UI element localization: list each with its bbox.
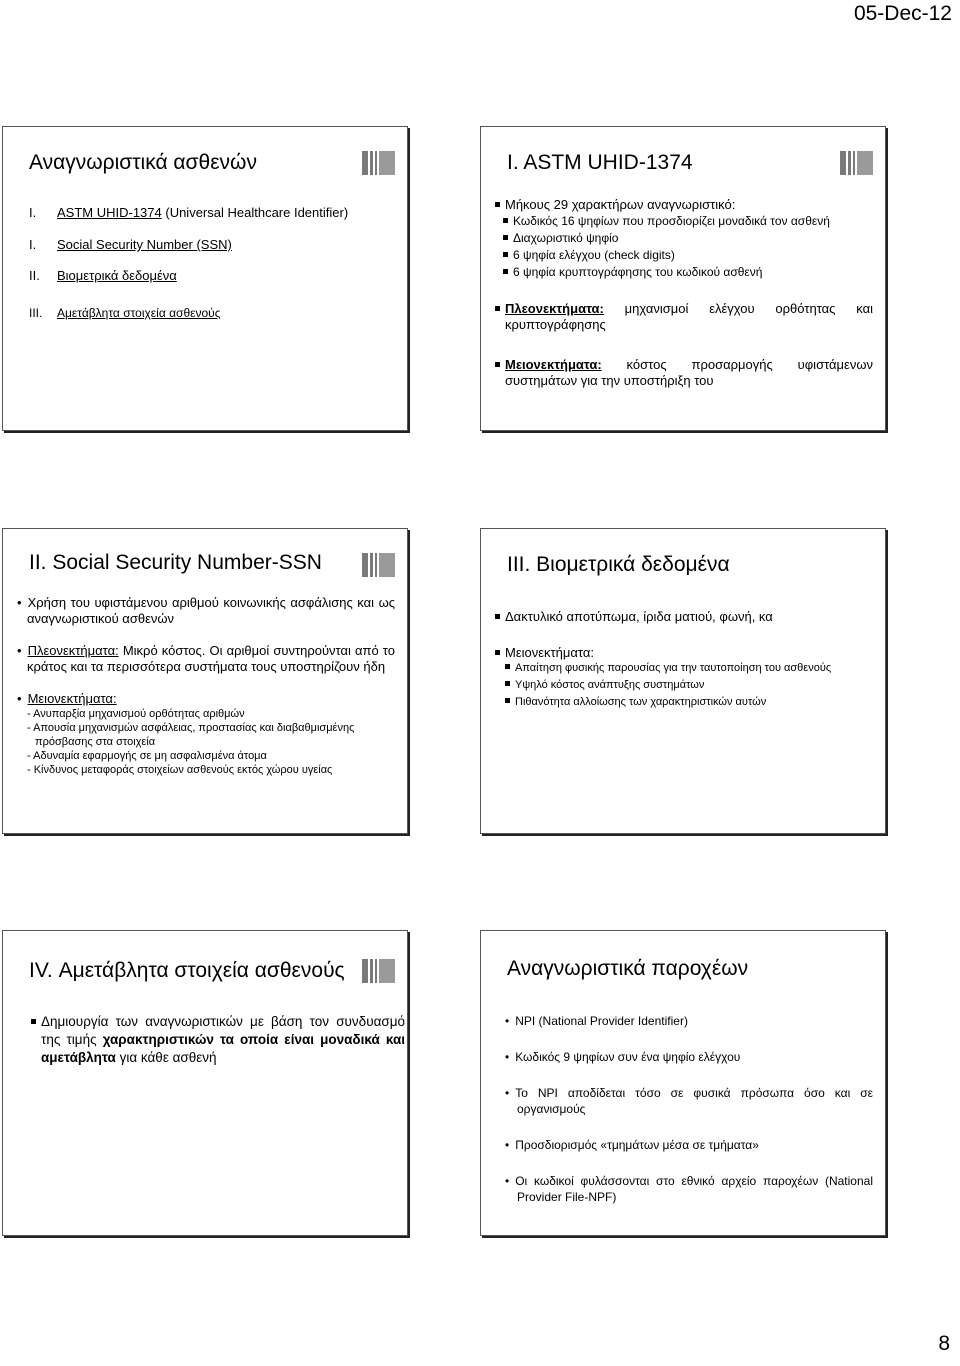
slide-title: II. Social Security Number-SSN	[29, 551, 322, 574]
outline-item: I. Social Security Number (SSN)	[29, 237, 232, 252]
list-item: 6 ψηφία ελέγχου (check digits)	[503, 247, 873, 264]
slide-immutable-data	[2, 930, 408, 1236]
list-item: - Απουσία μηχανισμών ασφάλειας, προστασίας και διαβαθμισμένης πρόσβασης στα στοιχεία	[27, 722, 355, 748]
intro-text: Δακτυλικό αποτύπωμα, ίριδα ματιού, φωνή, κα	[495, 609, 873, 625]
square-bullet-icon	[505, 664, 510, 669]
intro-text: Μήκους 29 χαρακτήρων αναγνωριστικό:	[495, 197, 873, 213]
square-bullet-icon	[495, 202, 500, 207]
list-item: Υψηλό κόστος ανάπτυξης συστημάτων	[505, 678, 873, 693]
slide-outline	[29, 205, 399, 300]
square-bullet-icon	[505, 681, 510, 686]
cons-label: Μειονεκτήματα:	[495, 645, 873, 661]
slide-title: IV. Αμετάβλητα στοιχεία ασθενούς	[29, 959, 345, 982]
slide-astm-uhid	[480, 126, 886, 431]
slide-decoration	[362, 151, 395, 175]
body-text: Δημιουργία των αναγνωριστικών με βάση τον συνδυασμό της τιμής χαρακτηριστικών τα οποία είναι μοναδικά και αμετάβλητα για κάθε ασθενή	[31, 1013, 405, 1067]
outline-item: I. ASTM UHID-1374 (Universal Healthcare Identifier)	[29, 205, 349, 220]
list-item: Διαχωριστικό ψηφίο	[503, 230, 873, 247]
list-item: • Οι κωδικοί φυλάσσονται στο εθνικό αρχείο παροχέων (National Provider File-NPF)	[505, 1173, 873, 1205]
list-item: - Ανυπαρξία μηχανισμού ορθότητας αριθμών	[27, 708, 245, 720]
list-item: 6 ψηφία κρυπτογράφησης του κωδικού ασθενή	[503, 264, 873, 281]
slide-title: I. ASTM UHID-1374	[507, 151, 693, 174]
square-bullet-icon	[503, 269, 508, 274]
square-bullet-icon	[503, 235, 508, 240]
square-bullet-icon	[495, 614, 500, 619]
slide-title: III. Βιομετρικά δεδομένα	[507, 553, 730, 576]
square-bullet-icon	[503, 218, 508, 223]
list-item: • Το NPI αποδίδεται τόσο σε φυσικά πρόσωπα όσο και σε οργανισμούς	[505, 1085, 873, 1117]
outline-item: II. Βιομετρικά δεδομένα	[29, 268, 177, 283]
outline-item: III. Αμετάβλητα στοιχεία ασθενούς	[29, 306, 221, 320]
square-bullet-icon	[505, 698, 510, 703]
list-item: Πιθανότητα αλλοίωσης των χαρακτηριστικών αυτών	[505, 695, 873, 710]
pros-text: Πλεονεκτήματα: μηχανισμοί ελέγχου ορθότητας και κρυπτογράφησης	[495, 301, 873, 333]
slide-provider-identifiers	[480, 930, 886, 1236]
page-number: 8	[938, 1332, 950, 1355]
slide-biometrics	[480, 528, 886, 834]
cons-text: Μειονεκτήματα: κόστος προσαρμογής υφιστάμενων συστημάτων για την υποστήριξη του	[495, 357, 873, 389]
slide-title: Αναγνωριστικά παροχέων	[507, 957, 749, 980]
slide-decoration	[362, 553, 395, 577]
list-item: - Κίνδυνος μεταφοράς στοιχείων ασθενούς εκτός χώρου υγείας	[27, 764, 333, 776]
list-item: - Αδυναμία εφαρμογής σε μη ασφαλισμένα άτομα	[27, 750, 267, 762]
square-bullet-icon	[31, 1019, 36, 1024]
list-item: • Κωδικός 9 ψηφίων συν ένα ψηφίο ελέγχου	[505, 1049, 873, 1065]
page-date: 05-Dec-12	[853, 2, 952, 25]
slide-decoration	[362, 959, 395, 983]
slide-patient-identifiers	[2, 126, 408, 431]
slide-ssn	[2, 528, 408, 834]
list-item: • Προσδιορισμός «τμημάτων μέσα σε τμήματα»	[505, 1137, 873, 1153]
slide-decoration	[840, 151, 873, 175]
list-item: Απαίτηση φυσικής παρουσίας για την ταυτοποίηση του ασθενούς	[505, 661, 873, 676]
slide-title: Αναγνωριστικά ασθενών	[29, 151, 257, 174]
intro-text: • Χρήση του υφιστάμενου αριθμού κοινωνικής ασφάλισης και ως αναγνωριστικού ασθενών	[17, 595, 395, 627]
list-item: Κωδικός 16 ψηφίων που προσδιορίζει μοναδικά τον ασθενή	[503, 213, 873, 230]
list-item: • NPI (National Provider Identifier)	[505, 1013, 873, 1029]
square-bullet-icon	[495, 306, 500, 311]
pros-text: • Πλεονεκτήματα: Μικρό κόστος. Οι αριθμοί συντηρούνται από το κράτος και τα περισσότερα συστήματα τους υποστηρίζουν ήδη	[17, 643, 395, 675]
square-bullet-icon	[503, 252, 508, 257]
cons-label: • Μειονεκτήματα:	[17, 691, 395, 707]
square-bullet-icon	[495, 362, 500, 367]
square-bullet-icon	[495, 650, 500, 655]
